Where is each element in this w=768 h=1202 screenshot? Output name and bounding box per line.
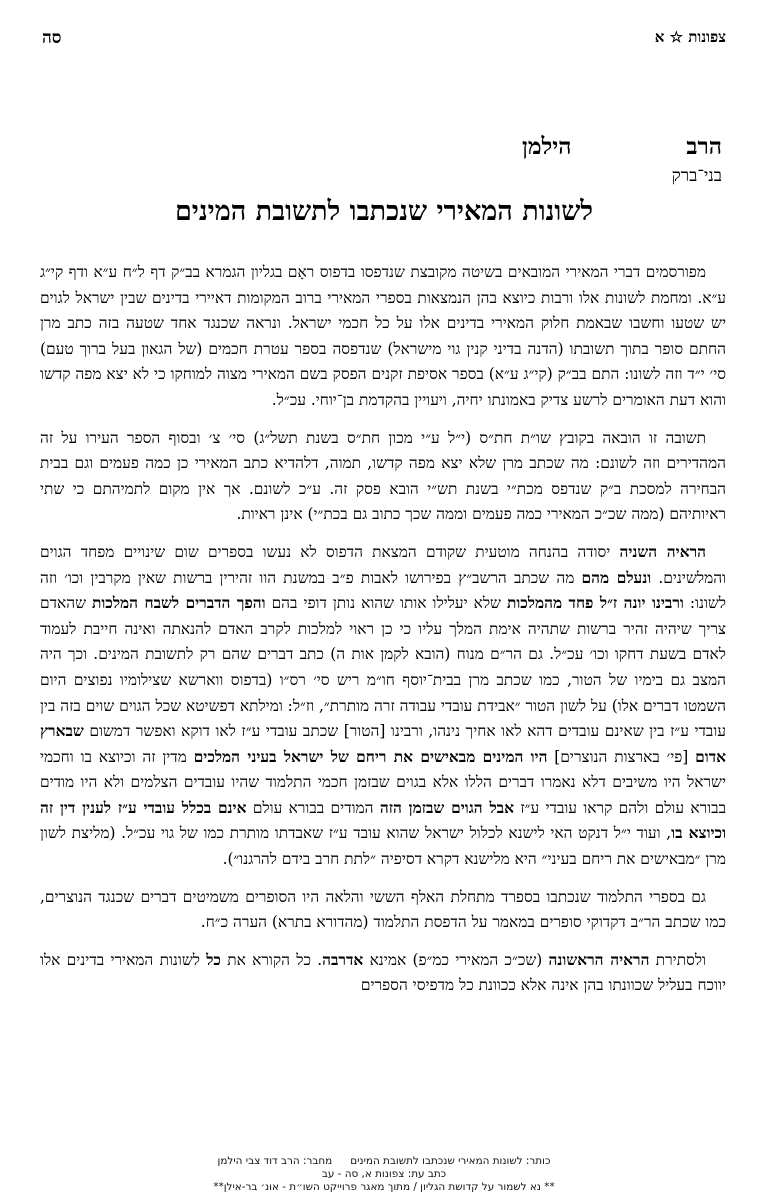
- bold-text-run: הראיה הראשונה: [548, 950, 650, 969]
- text-run: המודים בבורא עולם: [246, 798, 380, 817]
- text-run: מפורסמים דברי המאירי המובאים בשיטה מקובצת שנדפסו בדפוס ראָם בגליון הגמרא בב״ק דף ל״ח ע״א ודף קי״ג ע״א. ומחמת לשונות אלו ורבות כיוצא בהן הנמצאות בספרי המאירי ברוב המקומות דאיירי בדינים שבין ישראל לגוים יש שטעו וחשבו שבאמת חלוק המאירי בדינים אלו על כל חכמי ישראל. ונראה שכנגד אחד שטעה בזה כתב מרן החתם סופר בתוך תשובתו (הדנה בדיני קנין גוי מישראל) שנדפסה בספר עטרת חכמים (של הגאון בעל ברוך טעם) סי׳ י״ד וזה לשונו: התם בב״ק (קי״ג ע״א) בספר אסיפת זקנים הפסק בשם המאירי מצוה למוחקו כי לא יצא מפה קדשו והוא דעת האומרים לרשע צדיק באמונתו יחיה, ויעויין בהקדמת בן־יוחי. עכ״ל.: [40, 263, 726, 409]
- page-number: סה: [42, 28, 62, 48]
- bold-text-run: ונעלם מהם: [581, 568, 652, 587]
- text-run: מה שכתב הרשב״ץ בפירושו לאבות פ״ב במשנת הוו זהירין ברשות שאין מקרבין וכו׳ וזה לשונו:: [40, 568, 726, 613]
- text-run: גם בספרי התלמוד שנכתבו בספרד מתחלת האלף הששי והלאה היו הסופרים משמיטים דברים שכנגד הנוצרים, כמו שכתב הר״ב דקדוקי סופרים במאמר על הדפסת התלמוד (מהדורא בתרא) הערה כ״ח.: [40, 887, 726, 932]
- bold-text-run: שבארץ אדום: [40, 722, 726, 766]
- article-title: לשונות המאירי שנכתבו לתשובת המינים: [174, 196, 594, 227]
- bold-text-run: והפך הדברים לשבח המלכות: [91, 594, 266, 613]
- text-run: . כל הקורא את: [220, 950, 323, 969]
- text-run: לשונות המאירי בדינים אלו יווכח בעליל שכוונתו בהן אינה אלא ככוונת כל מדפיסי הספרים: [40, 950, 726, 995]
- bold-text-run: ורבינו יונה ז״ל פחד מהמלכות: [506, 594, 684, 613]
- text-run: ולסתירת: [649, 950, 706, 969]
- bold-text-run: אדרבה: [322, 950, 364, 969]
- running-title: צפונות ☆ א: [654, 28, 726, 46]
- footer-notice: ** נא לשמור על קדושת הגליון / מתוך מאגר פרוייקט השו״ת - אונ׳ בר-אילן**: [213, 1181, 555, 1193]
- text-run: יסודה בהנחה מוטעית שקודם המצאת הדפוס לא נעשו בספרים שום שינויים מפחד הגוים והמלשינים.: [40, 542, 726, 587]
- author-block: [482, 133, 722, 186]
- author-city: בני־ברק: [671, 166, 722, 186]
- author-name: [522, 133, 722, 160]
- text-run: (שכ״כ המאירי כמ״פ) אמינא: [363, 950, 549, 969]
- page-header: [42, 28, 726, 58]
- text-run: , ועוד י״ל דנקט האי לישנא לכלול ישראל שהוא עובד ע״ז שאבדתו מותרת כמו של גוי עכ״ל. (מליצת לשון מרן ״מבאישים את ריחם בעיני״ היא מלישנא דקרא דסיפיה ״לתת חרב בידם להרגנו״).: [40, 824, 726, 869]
- text-run: שלא יעלילו אותו שהוא נותן דופי בהם: [265, 594, 507, 613]
- bold-text-run: היו המינים מבאישים את ריחם של ישראל בעיני המלכים: [193, 747, 548, 766]
- page-footer: [150, 1155, 618, 1194]
- article-body: [40, 260, 726, 1011]
- footer-journal: כתב עת: צפונות א, סה - עב: [321, 1168, 447, 1180]
- author-surname: הילמן: [522, 133, 572, 160]
- body-paragraph: [40, 426, 726, 528]
- body-paragraph: [40, 540, 726, 873]
- text-run: [פי׳ בארצות הנוצרים]: [547, 747, 696, 766]
- body-paragraph: [40, 885, 726, 936]
- bold-text-run: כל: [206, 950, 221, 969]
- footer-title: כותר: לשונות המאירי שנכתבו לתשובת המינים: [350, 1155, 551, 1167]
- body-paragraph: [40, 948, 726, 999]
- bold-text-run: אבל הגוים שבזמן הזה: [379, 798, 514, 817]
- text-run: מדין זה וכיוצא בו וחכמי ישראל היו משיבים דלא נאמרו דברים הללו אלא בגוים שבזמן חכמי התלמוד שהיו עובדים הצלמים ולא היו מודים בבורא עולם ולהם קראו עובדי ע״ז: [40, 747, 726, 817]
- footer-author: מחבר: הרב דוד צבי הילמן: [217, 1155, 333, 1167]
- bold-text-run: הראיה השניה: [619, 542, 706, 561]
- footer-row: [150, 1155, 618, 1168]
- text-run: תשובה זו הובאה בקובץ שו״ת חת״ס (י״ל ע״י מכון חת״ס בשנת תשל״ג) סי׳ צ׳ ובסוף הספר העירו על זה המהדירים וזה לשונם: מה שכתב מרן שלא יצא מפה קדשו, תמוה, דלהדיא כתב המאירי כן כמה פעמים וגם בבית הבחירה למסכת ב״ק שנדפס מכת״י בשנת תש״י הובא פסק זה. ע״כ לשונם. אך אין מקום לתמיהתם כי שתי ראיותיהם (ממה שכ״כ המאירי כמה פעמים וממה שכך כתוב גם בכת״י) אינן ראיות.: [40, 428, 726, 524]
- text-run: שהאדם צריך שיהיה זהיר ברשות שתהיה אימת המלך עליו כי כן ראוי למלכות לקרב האדם להנאתה ואינה חייבת לעמוד לאדם בשעת דחקו וכו׳ עכ״ל. גם הר״ם מנוח (הובא לקמן אות ה) כתב דברים שהם רק לתשובת המינים. וכך היה המצב גם בימיו של הטור, כמו שכתב מרן בבית־יוסף חו״מ ריש סי׳ רס״ו (בדפוס ווארשא שצילומיו נפוצים היום השמטו דברים אלו) על לשון הטור ״אבידת עובדי עבודה זרה מותרת״, וז״ל: ומילתא דפשיטא שכל הגוים שוים בזה בין עובדי ע״ז בין שאינם עובדים דהא לאו אחיך נינהו, ורבינו [הטור] שכתב עובדי ע״ז לאו דוקא ואפשר דמשום: [40, 594, 726, 741]
- author-title: הרב: [686, 133, 722, 160]
- bold-text-run: אינם בכלל עובדי ע״ז לענין דין זה וכיוצא בו: [40, 798, 727, 843]
- body-paragraph: [40, 260, 726, 414]
